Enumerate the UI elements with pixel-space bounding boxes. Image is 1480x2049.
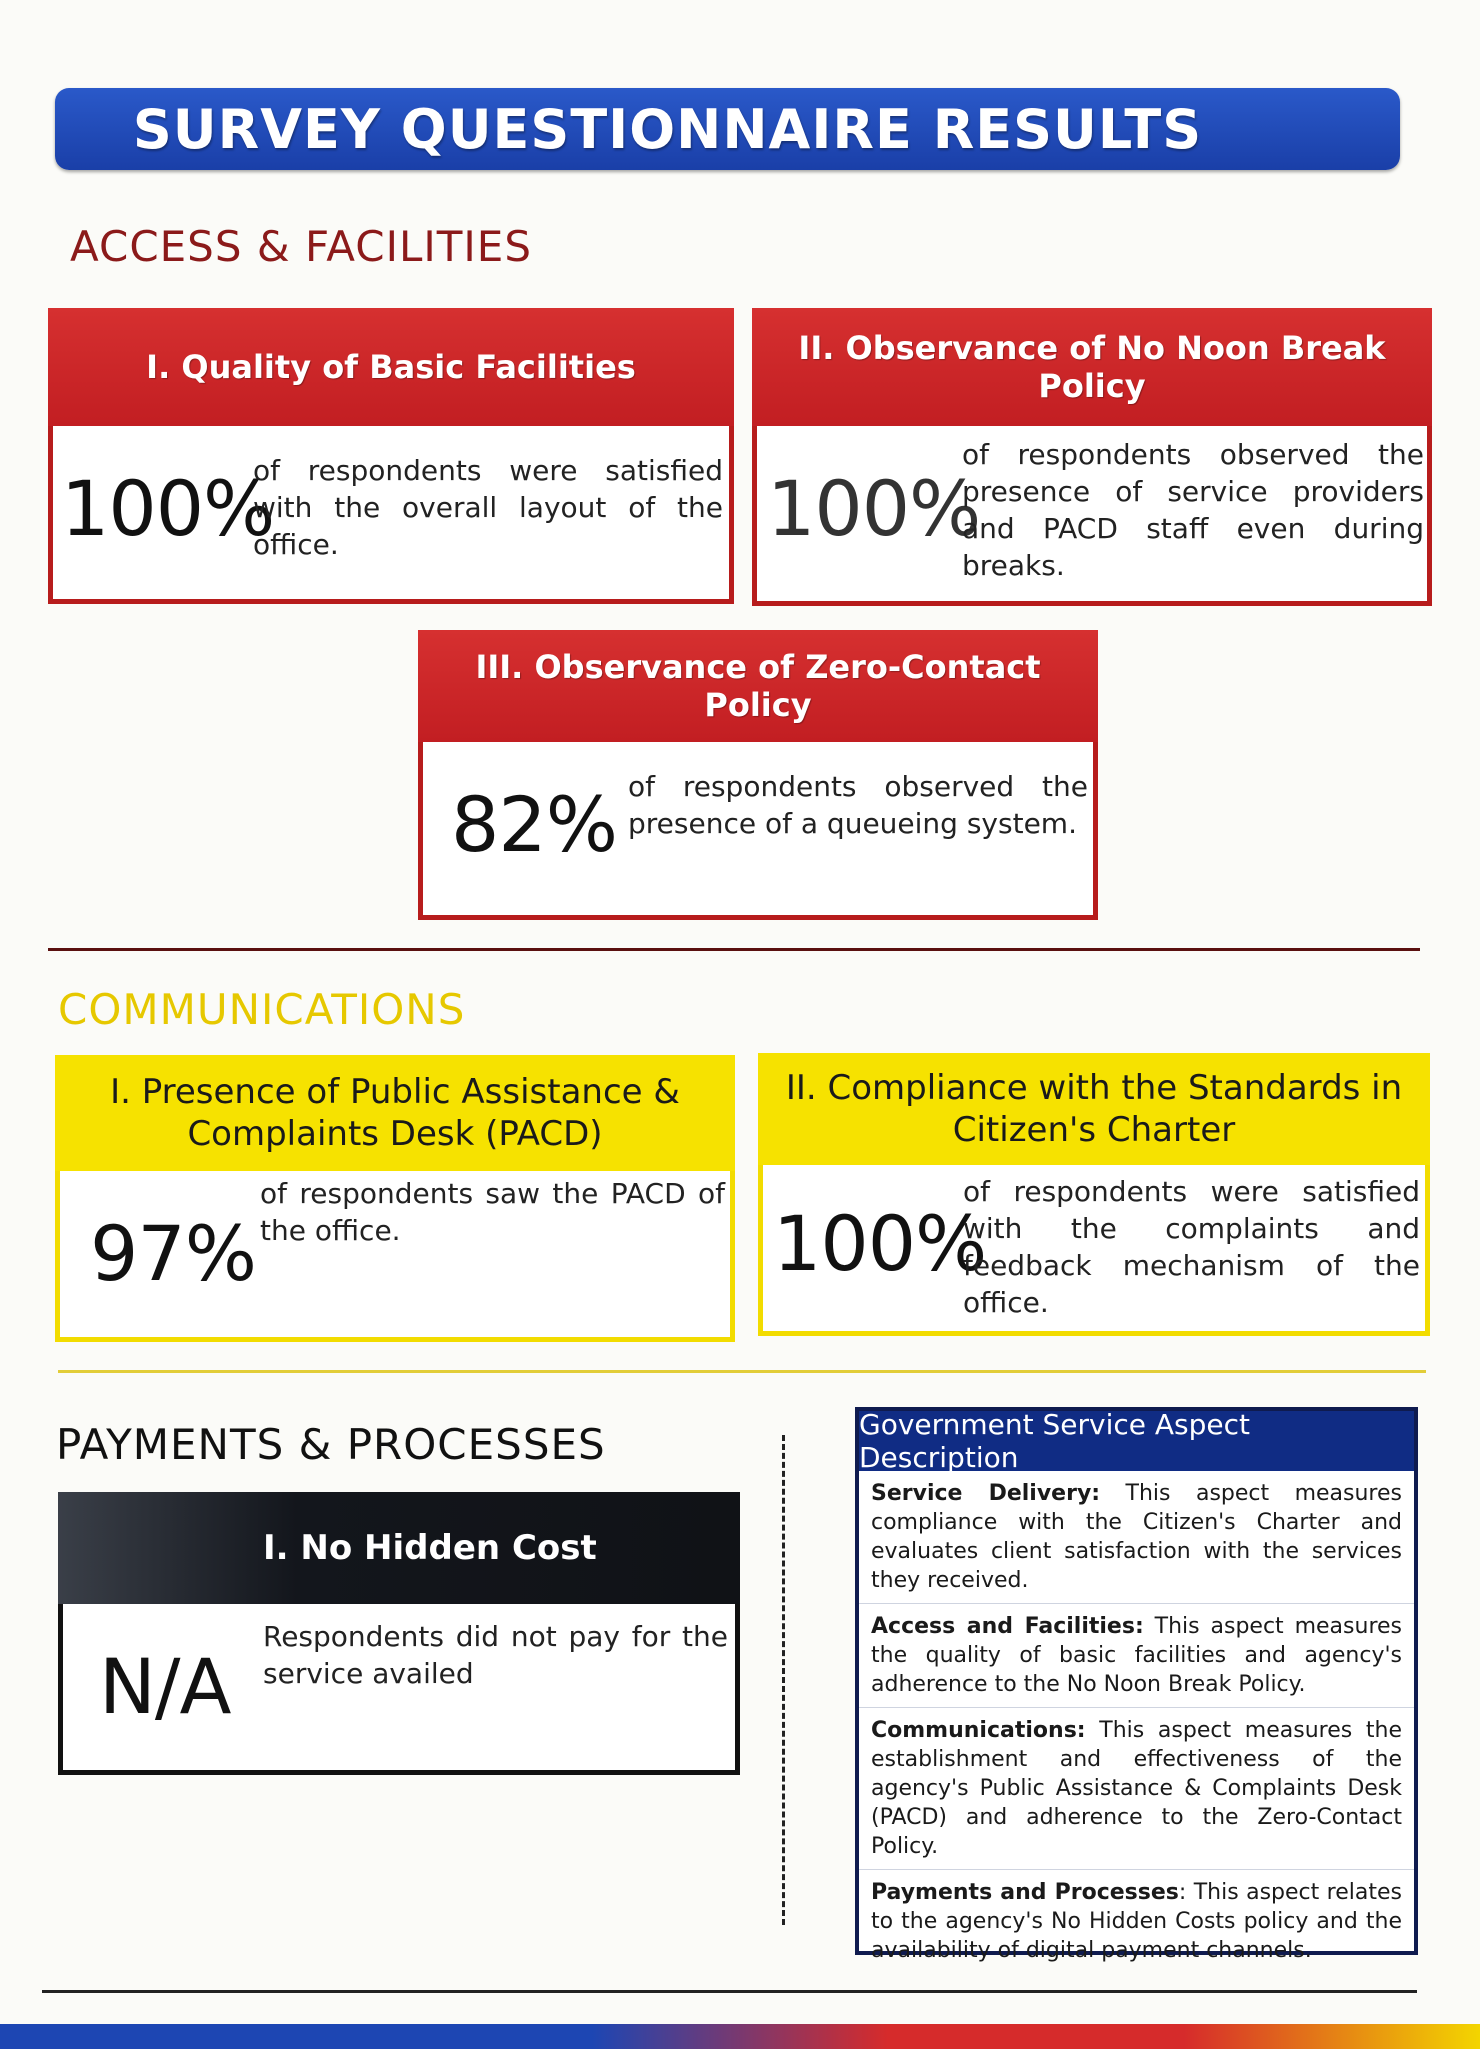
aspect-term: Payments and Processes <box>871 1880 1179 1905</box>
card-text: of respondents saw the PACD of the office. <box>260 1177 725 1247</box>
card-value: 100% <box>767 464 981 553</box>
dashed-separator <box>782 1435 785 1925</box>
communications-card-1 <box>55 1055 735 1342</box>
access-card-1 <box>48 308 734 604</box>
divider <box>48 948 1420 951</box>
title-banner <box>55 88 1400 170</box>
aspect-text: : This aspect relates to the agency's No Hidden Costs policy and the availability of digital payment channels. <box>871 1880 1402 1963</box>
aspect-term: Access and Facilities: <box>871 1614 1144 1639</box>
card-title-text: I. No Hidden Cost <box>263 1528 597 1568</box>
aspect-item-communications <box>859 1708 1414 1870</box>
communications-card-2 <box>758 1053 1430 1336</box>
access-heading: ACCESS & FACILITIES <box>70 222 532 271</box>
aspect-description-box <box>855 1407 1418 1963</box>
aspect-term: Communications: <box>871 1718 1086 1743</box>
aspect-item-service-delivery <box>859 1471 1414 1604</box>
divider <box>58 1370 1426 1373</box>
card-title: II. Compliance with the Standards in Citizen's Charter <box>758 1053 1430 1165</box>
card-value: 97% <box>90 1209 256 1298</box>
aspect-item-access <box>859 1604 1414 1708</box>
card-body <box>763 1165 1425 1331</box>
access-card-3 <box>418 630 1098 920</box>
aspect-item-payments <box>859 1870 1414 1973</box>
card-text: of respondents observed the presence of service providers and PACD staff even during breaks. <box>962 438 1424 582</box>
access-card-2 <box>752 308 1432 606</box>
card-title <box>58 1492 740 1604</box>
card-value: 100% <box>61 464 275 553</box>
aspect-text: This aspect measures the quality of basic facilities and agency's adherence to the No Noon Break Policy. <box>871 1614 1402 1697</box>
divider <box>42 1990 1417 1993</box>
card-title: I. Quality of Basic Facilities <box>48 308 734 426</box>
card-value: 100% <box>773 1199 987 1288</box>
aspect-term: Service Delivery: <box>871 1481 1101 1506</box>
card-title: III. Observance of Zero-Contact Policy <box>418 630 1098 742</box>
card-title: I. Presence of Public Assistance & Complaints Desk (PACD) <box>55 1055 735 1171</box>
card-text: of respondents were satisfied with the complaints and feedback mechanism of the office. <box>963 1175 1420 1319</box>
aspect-text: This aspect measures the establishment and effectiveness of the agency's Public Assistance & Complaints Desk (PACD) and adherence to the Zero-Contact Policy. <box>871 1718 1402 1859</box>
card-body <box>63 1604 735 1770</box>
communications-heading: COMMUNICATIONS <box>58 985 466 1034</box>
card-value: N/A <box>99 1642 231 1731</box>
aspect-text: This aspect measures compliance with the Citizen's Charter and evaluates client satisfaction with the services they received. <box>871 1481 1402 1593</box>
card-text: of respondents were satisfied with the overall layout of the office. <box>253 454 723 561</box>
footer-color-bar <box>0 2024 1480 2049</box>
aspect-box-title: Government Service Aspect Description <box>859 1411 1414 1471</box>
card-value: 82% <box>451 780 617 869</box>
payments-card-1 <box>58 1492 740 1775</box>
page-title: SURVEY QUESTIONNAIRE RESULTS <box>132 97 1203 161</box>
card-text: Respondents did not pay for the service availed <box>263 1620 728 1690</box>
payments-heading: PAYMENTS & PROCESSES <box>56 1420 606 1469</box>
card-text: of respondents observed the presence of a queueing system. <box>628 770 1088 840</box>
card-body <box>60 1171 730 1337</box>
card-body <box>757 426 1427 601</box>
card-title: II. Observance of No Noon Break Policy <box>752 308 1432 426</box>
card-body <box>53 426 729 599</box>
card-body <box>423 742 1093 915</box>
